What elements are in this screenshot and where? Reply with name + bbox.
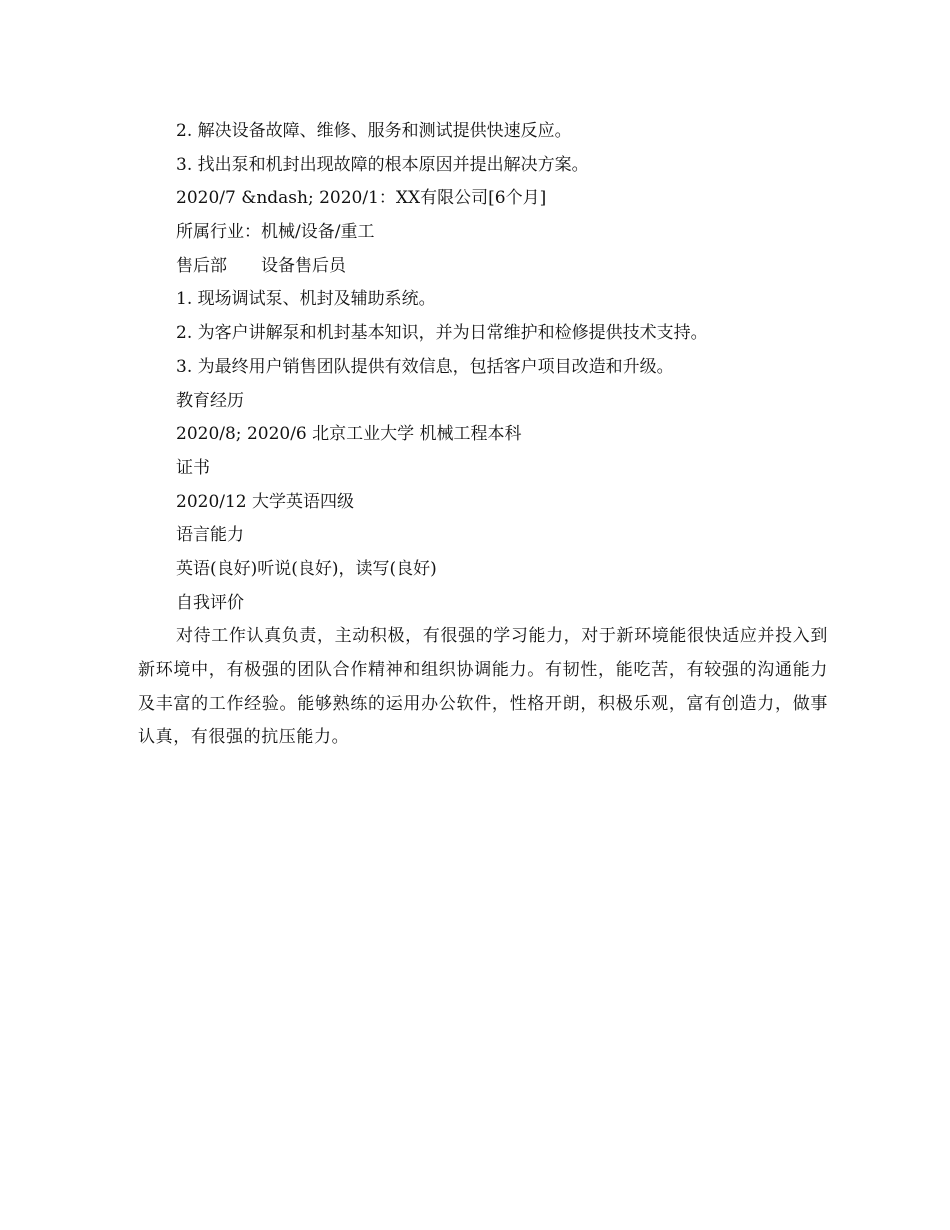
language-entry: 英语(良好)听说(良好)，读写(良好) [176, 558, 437, 579]
education-entry: 2020/8; 2020/6 北京工业大学 机械工程本科 [176, 424, 522, 445]
section-heading-certificates: 证书 [176, 457, 210, 478]
industry-line: 所属行业：机械/设备/重工 [176, 222, 375, 243]
job-period: 2020/7 &ndash; 2020/1：XX有限公司[6个月] [176, 188, 547, 209]
duty-item: 3. 为最终用户销售团队提供有效信息，包括客户项目改造和升级。 [176, 356, 674, 377]
duty-item: 1. 现场调试泵、机封及辅助系统。 [176, 289, 436, 310]
self-evaluation-paragraph: 对待工作认真负责，主动积极，有很强的学习能力，对于新环境能很快适应并投入到新环境中，有极强的团队合作精神和组织协调能力。有韧性，能吃苦，有较强的沟通能力及丰富的工作经验。能够熟练的运用办公软件，性格开朗，积极乐观，富有创造力，做事认真，有很强的抗压能力。 [138, 626, 828, 748]
duty-item: 2. 为客户讲解泵和机封基本知识，并为日常维护和检修提供技术支持。 [176, 323, 708, 344]
resume-content [138, 115, 828, 755]
duty-item: 3. 找出泵和机封出现故障的根本原因并提出解决方案。 [176, 154, 589, 175]
section-heading-education: 教育经历 [176, 390, 244, 411]
duty-item: 2. 解决设备故障、维修、服务和测试提供快速反应。 [176, 121, 572, 141]
section-heading-self-evaluation: 自我评价 [176, 592, 244, 613]
department-position: 售后部 设备售后员 [176, 255, 346, 276]
certificate-entry: 2020/12 大学英语四级 [176, 491, 355, 512]
section-heading-languages: 语言能力 [176, 525, 244, 546]
